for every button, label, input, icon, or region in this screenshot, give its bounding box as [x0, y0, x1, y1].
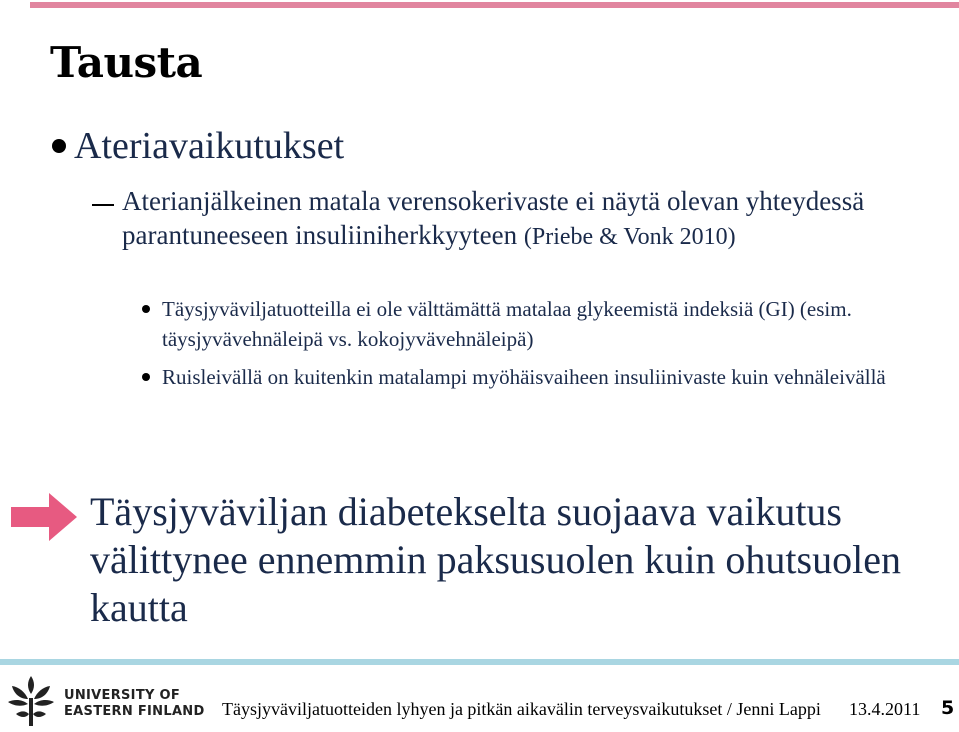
- conclusion-text: Täysjyväviljan diabetekselta suojaava vaikutus välittynee ennemmin paksusuolen kuin ohutsuolen kautta: [90, 489, 901, 630]
- page-number: 5: [941, 697, 955, 719]
- main-bullet: [52, 124, 344, 168]
- main-bullet-text: Ateriavaikutukset: [74, 125, 345, 167]
- top-accent-bar: [30, 2, 959, 8]
- sub-point-text: Aterianjälkeinen matala verensokerivaste ei näytä olevan yhteydessä parantuneeseen insuliiniherkkyyteen: [122, 186, 865, 250]
- sub-sub-point-text: Ruisleivällä on kuitenkin matalampi myöhäisvaiheen insuliinivaste kuin vehnäleivällä: [162, 365, 886, 389]
- sub-sub-point: [142, 362, 942, 392]
- footer-presentation-title: Täysjyväviljatuotteiden lyhyen ja pitkän aikavälin terveysvaikutukset / Jenni Lappi: [222, 699, 821, 719]
- footer-date: 13.4.2011: [849, 699, 921, 719]
- sub-sub-point: [142, 294, 942, 354]
- bottom-accent-bar: [0, 659, 959, 665]
- university-name-line2: EASTERN FINLAND: [64, 704, 205, 719]
- university-name: [64, 688, 205, 720]
- dash-bullet-icon: [92, 204, 114, 206]
- bullet-dot-icon: [52, 139, 66, 153]
- sub-point: [122, 184, 952, 254]
- slide-title: Tausta: [50, 38, 203, 87]
- sub-point-citation: (Priebe & Vonk 2010): [523, 224, 736, 250]
- small-bullet-icon: [142, 373, 150, 381]
- university-logo-icon: [6, 672, 56, 728]
- university-name-line1: UNIVERSITY OF: [64, 688, 181, 703]
- right-arrow-icon: [11, 493, 77, 541]
- small-bullet-icon: [142, 305, 150, 313]
- sub-sub-point-text: Täysjyväviljatuotteilla ei ole välttämättä matalaa glykeemistä indeksiä (GI) (esim. täysjyvävehnäleipä vs. kokojyvävehnäleipä): [162, 297, 852, 351]
